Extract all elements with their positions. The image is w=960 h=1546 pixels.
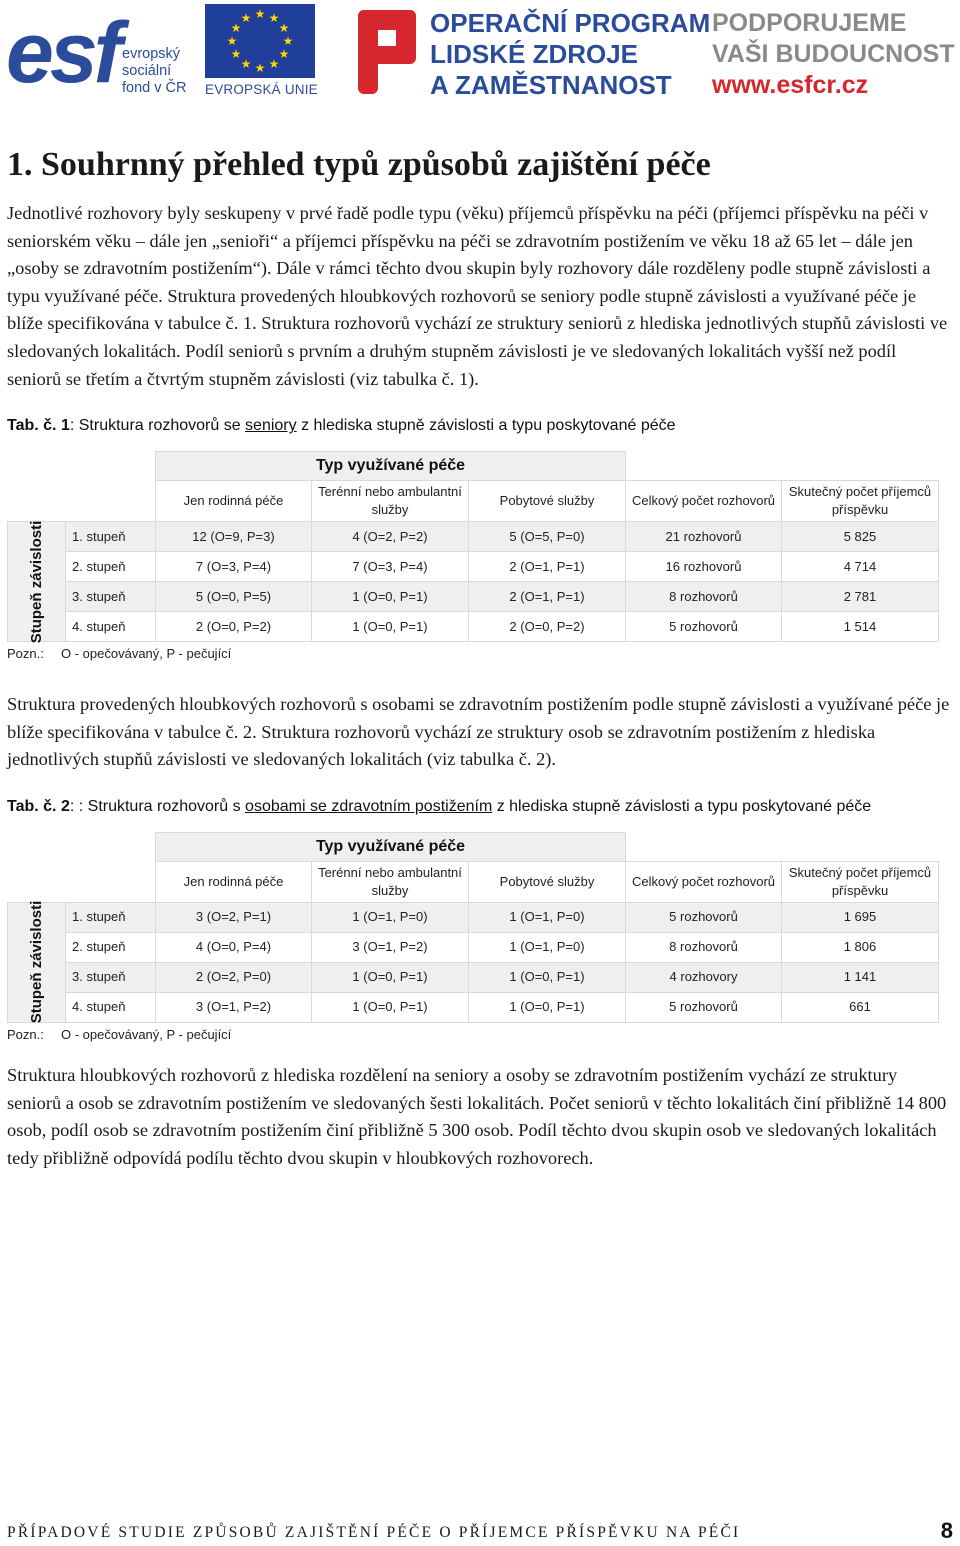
cell: 1 806 xyxy=(782,932,939,962)
table-row xyxy=(8,582,939,612)
note-label: Pozn.: xyxy=(7,646,44,662)
esf-line-1: evropský xyxy=(122,46,181,62)
cell: 1 (O=0, P=1) xyxy=(469,992,626,1022)
cell: 2 (O=0, P=2) xyxy=(469,612,626,642)
row-label: 2. stupeň xyxy=(66,552,156,582)
svg-text:★: ★ xyxy=(254,7,266,21)
row-label: 3. stupeň xyxy=(66,962,156,992)
slogan-line-2: VAŠI BUDOUCNOST xyxy=(712,40,955,68)
table-row xyxy=(8,962,939,992)
caption-text-end: z hlediska stupně závislosti a typu poskytované péče xyxy=(492,797,872,815)
cell: 7 (O=3, P=4) xyxy=(156,552,312,582)
document-content xyxy=(7,140,953,1172)
svg-text:★: ★ xyxy=(240,11,252,25)
cell: 8 rozhovorů xyxy=(626,582,782,612)
caption-number: 1 xyxy=(60,417,70,435)
svg-text:★: ★ xyxy=(226,34,238,48)
cell: 1 (O=0, P=1) xyxy=(312,962,469,992)
note-label: Pozn.: xyxy=(7,1026,44,1042)
op-line-3: A ZAMĚSTNANOST xyxy=(430,70,672,100)
row-label: 1. stupeň xyxy=(66,522,156,552)
row-label: 1. stupeň xyxy=(66,902,156,932)
cell: 1 141 xyxy=(782,962,939,992)
cell: 1 (O=0, P=1) xyxy=(469,962,626,992)
cell: 3 (O=2, P=1) xyxy=(156,902,312,932)
col-header: Jen rodinná péče xyxy=(156,481,312,522)
cell: 3 (O=1, P=2) xyxy=(156,992,312,1022)
col-header: Celkový počet rozhovorů xyxy=(626,481,782,522)
table-2-caption xyxy=(7,798,953,816)
table-1-wrap xyxy=(7,451,953,661)
caption-text: : : Struktura rozhovorů s xyxy=(69,797,246,815)
group-header: Typ využívané péče xyxy=(156,452,626,481)
col-header: Skutečný počet příjemců příspěvku xyxy=(782,481,939,522)
row-label: 4. stupeň xyxy=(66,992,156,1022)
cell: 16 rozhovorů xyxy=(626,552,782,582)
svg-text:★: ★ xyxy=(268,57,280,71)
cell: 5 (O=5, P=0) xyxy=(469,522,626,552)
svg-text:★: ★ xyxy=(268,11,280,25)
slogan-url: www.esfcr.cz xyxy=(712,71,869,99)
table-1-note xyxy=(7,646,953,661)
svg-text:★: ★ xyxy=(240,57,252,71)
cell: 5 rozhovorů xyxy=(626,612,782,642)
table-row xyxy=(8,612,939,642)
cell: 1 (O=0, P=1) xyxy=(312,992,469,1022)
row-group-label: Stupeň závislosti xyxy=(8,902,66,1022)
slogan-line-1: PODPORUJEME xyxy=(712,9,907,37)
op-line-2: LIDSKÉ ZDROJE xyxy=(430,39,639,69)
cell: 1 (O=1, P=0) xyxy=(312,902,469,932)
cell: 4 (O=0, P=4) xyxy=(156,932,312,962)
footer-title: PŘÍPADOVÉ STUDIE ZPŮSOBŮ ZAJIŠTĚNÍ PÉČE O PŘÍJEMCE PŘÍSPĚVKU NA PÉČI xyxy=(7,1524,741,1541)
caption-label: Tab. č. xyxy=(7,797,57,815)
col-header: Terénní nebo ambulantní služby xyxy=(312,481,469,522)
svg-text:★: ★ xyxy=(230,47,242,61)
cell: 12 (O=9, P=3) xyxy=(156,522,312,552)
eu-flag-icon xyxy=(205,4,315,78)
cell: 4 rozhovory xyxy=(626,962,782,992)
slogan xyxy=(712,8,957,100)
cell: 2 (O=2, P=0) xyxy=(156,962,312,992)
table-1-caption xyxy=(7,417,953,435)
row-group-label: Stupeň závislosti xyxy=(8,522,66,642)
cell: 1 (O=0, P=1) xyxy=(312,612,469,642)
cell: 1 695 xyxy=(782,902,939,932)
cell: 2 781 xyxy=(782,582,939,612)
cell: 21 rozhovorů xyxy=(626,522,782,552)
caption-underlined: osobami se zdravotním postižením xyxy=(245,797,493,815)
esf-line-3: fond v ČR xyxy=(122,80,187,96)
cell: 661 xyxy=(782,992,939,1022)
esf-logo-text xyxy=(122,46,186,97)
cell: 1 (O=0, P=1) xyxy=(312,582,469,612)
col-header: Terénní nebo ambulantní služby xyxy=(312,861,469,902)
cell: 4 714 xyxy=(782,552,939,582)
esf-logo xyxy=(6,5,196,101)
svg-text:★: ★ xyxy=(282,34,294,48)
page-title: 1. Souhrnný přehled typů způsobů zajištění péče xyxy=(7,146,711,183)
cell: 3 (O=1, P=2) xyxy=(312,932,469,962)
svg-text:★: ★ xyxy=(278,47,290,61)
cell: 1 514 xyxy=(782,612,939,642)
col-header: Celkový počet rozhovorů xyxy=(626,861,782,902)
row-label: 4. stupeň xyxy=(66,612,156,642)
esf-logo-mark: esf xyxy=(6,5,119,101)
group-header: Typ využívané péče xyxy=(156,832,626,861)
note-text: O - opečovávaný, P - pečující xyxy=(61,1026,232,1042)
cell: 5 (O=0, P=5) xyxy=(156,582,312,612)
cell: 2 (O=1, P=1) xyxy=(469,552,626,582)
col-header: Jen rodinná péče xyxy=(156,861,312,902)
cell: 2 (O=0, P=2) xyxy=(156,612,312,642)
paragraph-summary: Struktura hloubkových rozhovorů z hlediska rozdělení na seniory a osoby se zdravotním postižením vychází ze struktury seniorů a osob se zdravotním postižením ve sledovaných šesti lokalitách. Počet seniorů v těchto lokalitách činí přibližně 14 800 osob, podíl osob se zdravotním postižením činí přibližně 5 300 osob. Podíl těchto dvou skupin osob ve sledovaných lokalitách tedy přibližně odpovídá podílu těchto dvou skupin v hloubkových rozhovorech. xyxy=(7,1064,947,1168)
table-1 xyxy=(7,451,939,642)
cell: 5 rozhovorů xyxy=(626,902,782,932)
logo-bar xyxy=(0,0,960,105)
cell: 1 (O=1, P=0) xyxy=(469,932,626,962)
paragraph-table-2-intro: Struktura provedených hloubkových rozhovorů s osobami se zdravotním postižením podle stupně závislosti a využívané péče je blíže specifikována v tabulce č. 2. Struktura rozhovorů vychází ze struktury osob se zdravotním postižením z hlediska jednotlivých stupňů závislosti ve sledovaných lokalitách (viz tabulka č. 2). xyxy=(7,694,950,770)
table-2 xyxy=(7,832,939,1023)
note-text: O - opečovávaný, P - pečující xyxy=(61,646,232,662)
row-label: 3. stupeň xyxy=(66,582,156,612)
caption-label: Tab. č. xyxy=(7,417,57,435)
page-number: 8 xyxy=(940,1518,953,1543)
svg-text:★: ★ xyxy=(230,21,242,35)
cell: 5 825 xyxy=(782,522,939,552)
paragraph-intro: Jednotlivé rozhovory byly seskupeny v prvé řadě podle typu (věku) příjemců příspěvku na péči (příjemci příspěvku na péči v seniorském věku – dále jen „senioři“ a příjemci příspěvku na péči se zdravotním postižením ve věku 18 až 65 let – dále jen „osoby se zdravotním postižením“). Dále v rámci těchto dvou skupin byly rozhovory dále rozděleny podle stupně závislosti a typu využívané péče. Struktura provedených hloubkových rozhovorů se seniory podle stupně závislosti a využívané péče je blíže specifikována v tabulce č. 1. Struktura rozhovorů vychází ze struktury seniorů z hlediska jednotlivých stupňů závislosti ve sledovaných lokalitách. Podíl seniorů s prvním a druhým stupněm závislosti je ve sledovaných lokalitách vyšší než podíl seniorů se třetím a čtvrtým stupněm závislosti (viz tabulka č. 1). xyxy=(7,203,948,389)
cell: 7 (O=3, P=4) xyxy=(312,552,469,582)
svg-text:★: ★ xyxy=(278,21,290,35)
svg-text:★: ★ xyxy=(254,61,266,75)
col-header: Pobytové služby xyxy=(469,481,626,522)
caption-text: : Struktura rozhovorů se xyxy=(69,417,246,435)
eu-stars-icon xyxy=(205,4,315,78)
cell: 5 rozhovorů xyxy=(626,992,782,1022)
eu-label: EVROPSKÁ UNIE xyxy=(205,82,318,97)
table-row xyxy=(8,552,939,582)
table-row xyxy=(8,992,939,1022)
cell: 8 rozhovorů xyxy=(626,932,782,962)
table-row xyxy=(8,902,939,932)
esf-line-2: sociální xyxy=(122,63,172,79)
table-2-wrap xyxy=(7,832,953,1042)
col-header: Pobytové služby xyxy=(469,861,626,902)
table-row xyxy=(8,522,939,552)
row-label: 2. stupeň xyxy=(66,932,156,962)
eu-logo xyxy=(205,4,317,98)
caption-number: 2 xyxy=(60,797,70,815)
cell: 4 (O=2, P=2) xyxy=(312,522,469,552)
caption-underlined: seniory xyxy=(245,417,297,435)
op-logo xyxy=(352,4,711,100)
caption-text-end: z hlediska stupně závislosti a typu poskytované péče xyxy=(296,417,676,435)
cell: 1 (O=1, P=0) xyxy=(469,902,626,932)
col-header: Skutečný počet příjemců příspěvku xyxy=(782,861,939,902)
op-logo-mark-icon xyxy=(352,6,422,98)
cell: 2 (O=1, P=1) xyxy=(469,582,626,612)
op-logo-text xyxy=(430,8,710,101)
page-footer xyxy=(7,1518,953,1546)
op-line-1: OPERAČNÍ PROGRAM xyxy=(430,8,711,38)
table-row xyxy=(8,932,939,962)
table-2-note xyxy=(7,1027,953,1042)
